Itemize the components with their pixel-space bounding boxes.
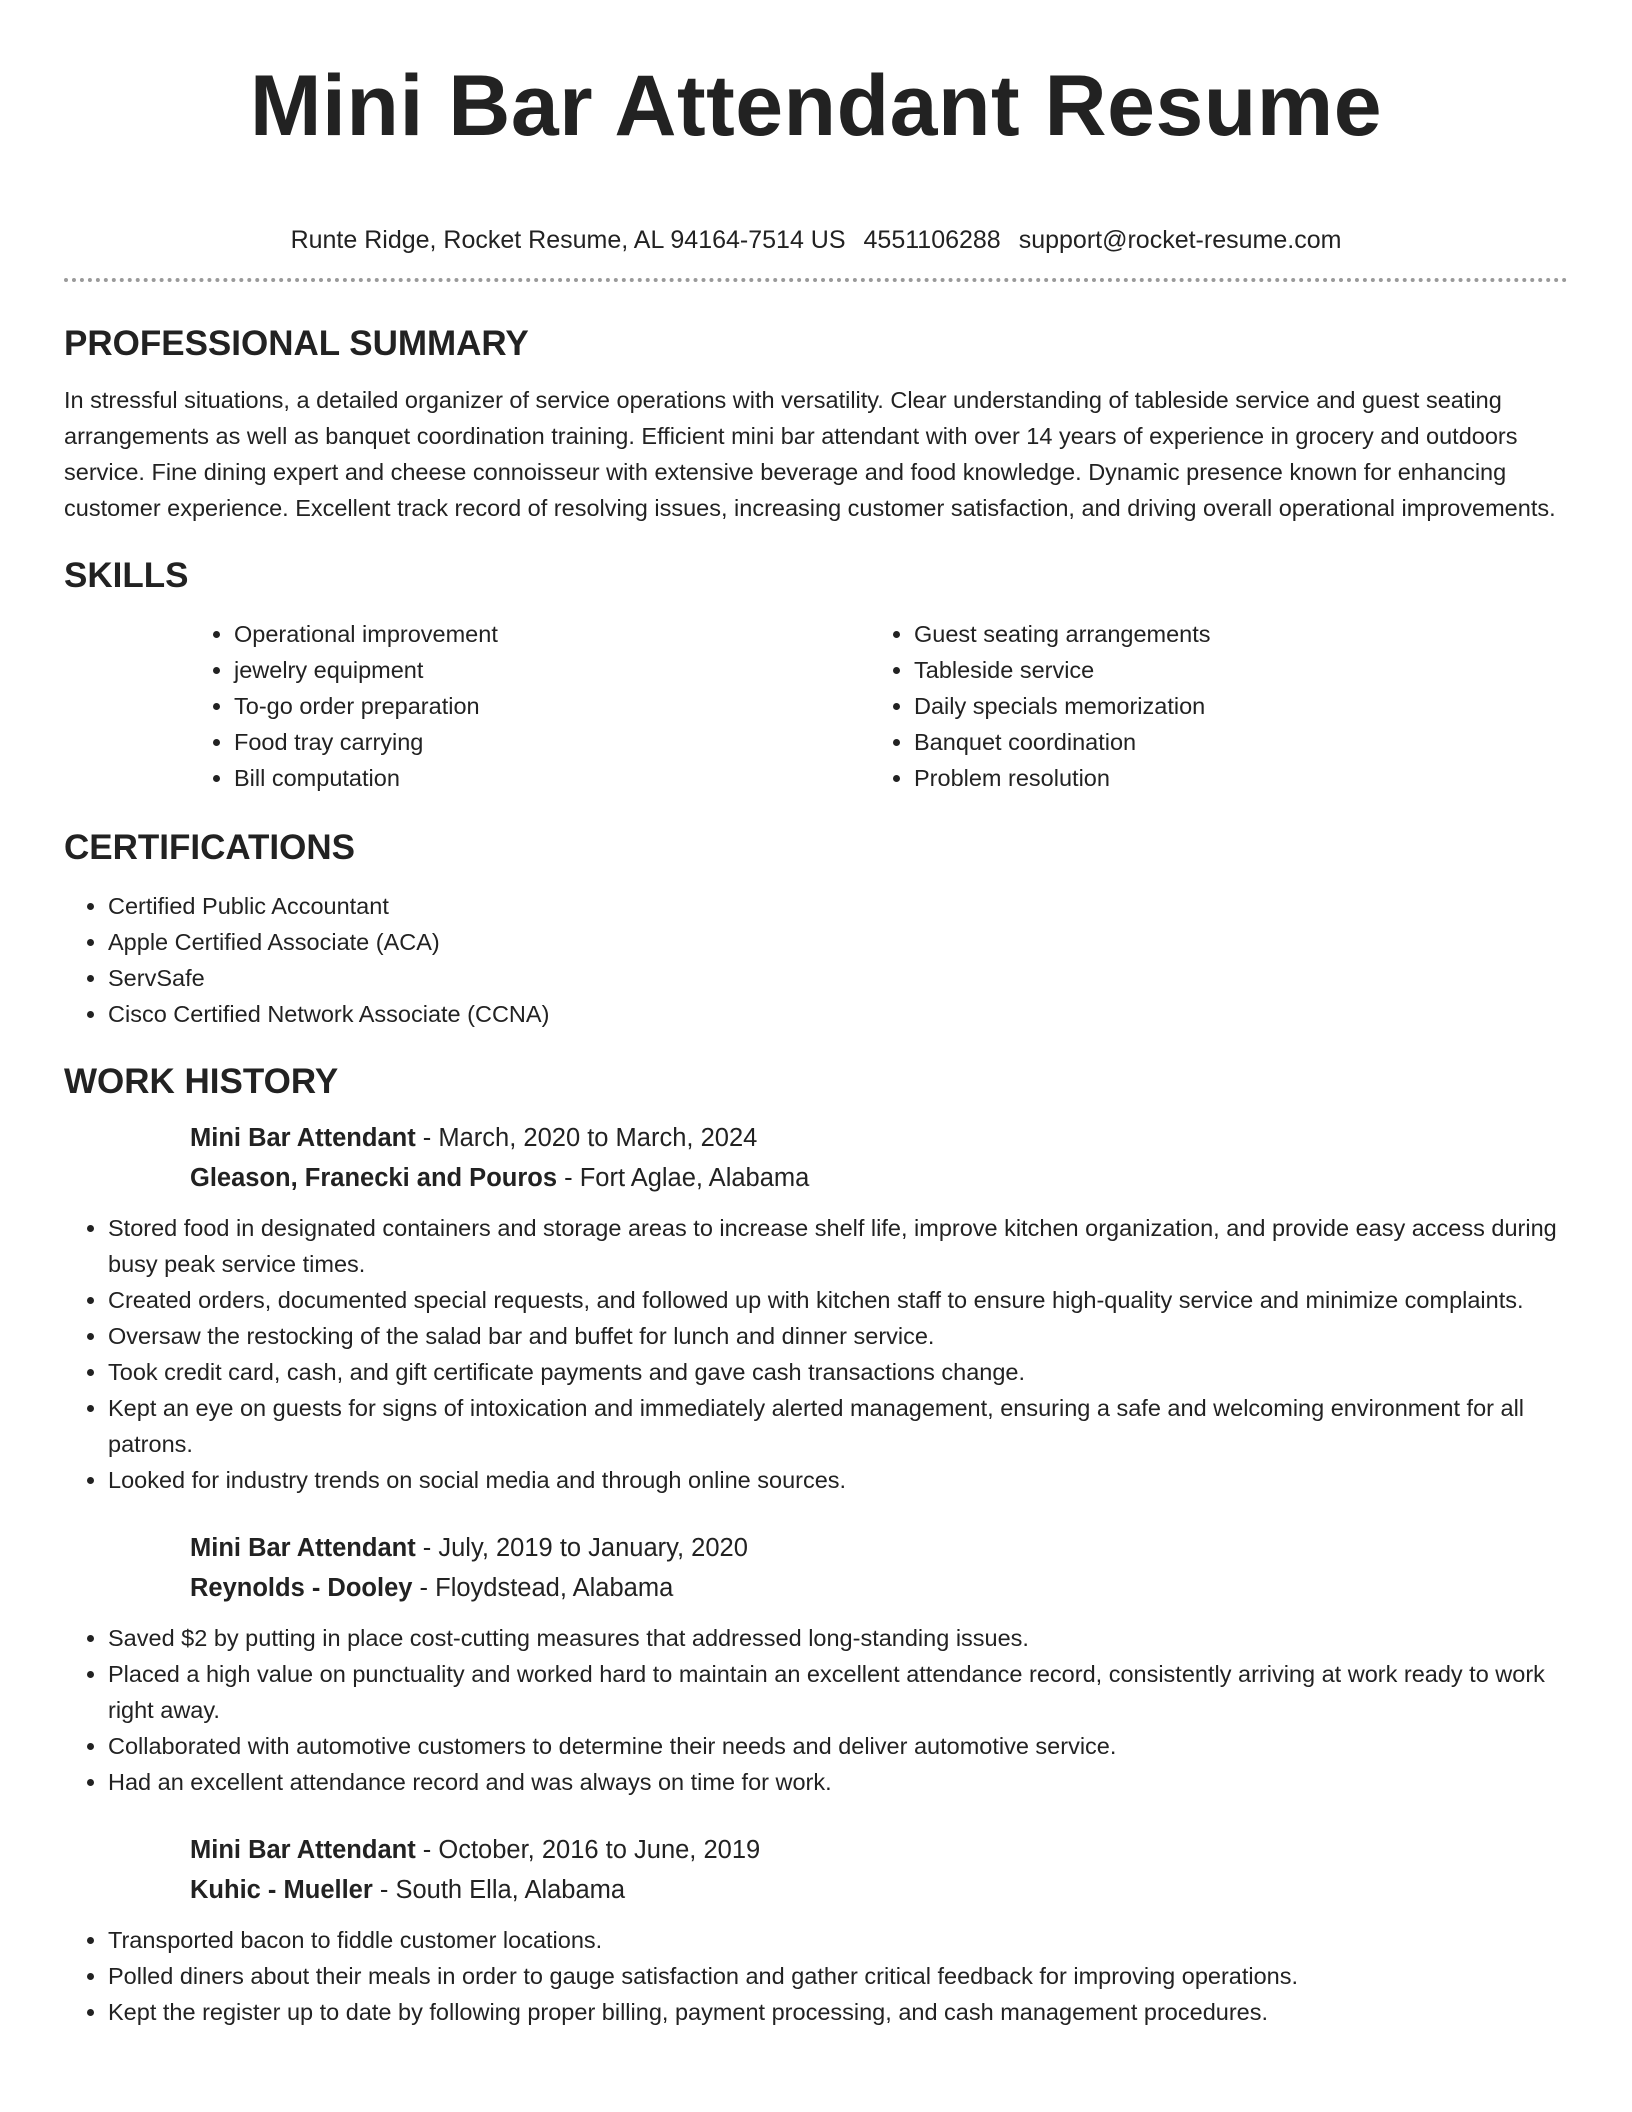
resume-title: Mini Bar Attendant Resume [249,58,1383,154]
skill-item: • Guest seating arrangements [914,616,1550,652]
certifications-list [64,888,1568,1032]
skill-item: • Daily specials memorization [914,688,1550,724]
job-title: Mini Bar Attendant [190,1836,416,1864]
job-bullet: • Collaborated with automotive customers to determine their needs and deliver automotive service. [108,1728,1568,1764]
summary-heading: PROFESSIONAL SUMMARY [64,324,529,363]
certifications-heading: CERTIFICATIONS [64,828,356,867]
job-bullet: • Kept the register up to date by following proper billing, payment processing, and cash management procedures. [108,1994,1568,2030]
skills-columns [190,616,1568,796]
job-title: Mini Bar Attendant [190,1534,416,1562]
contact-address: Runte Ridge, Rocket Resume, AL 94164-7514 US [290,226,846,254]
job-location: - Fort Aglae, Alabama [557,1164,810,1192]
job-company-line [190,1158,1568,1198]
job-bullet: • Saved $2 by putting in place cost-cutting measures that addressed long-standing issues. [108,1620,1568,1656]
skill-item: • Food tray carrying [234,724,870,760]
job-bullet: • Took credit card, cash, and gift certificate payments and gave cash transactions change. [108,1354,1568,1390]
skill-item: • Banquet coordination [914,724,1550,760]
job-bullet: • Kept an eye on guests for signs of intoxication and immediately alerted management, ensuring a safe and welcoming environment for all patrons. [108,1390,1568,1462]
job-company: Kuhic - Mueller [190,1876,373,1904]
work-history-heading: WORK HISTORY [64,1062,339,1101]
job-bullet: • Stored food in designated containers and storage areas to increase shelf life, improve kitchen organization, and provide easy access during busy peak service times. [108,1210,1568,1282]
skills-column-right [870,616,1550,796]
certification-item: • Cisco Certified Network Associate (CCNA) [108,996,1568,1032]
skill-item: • jewelry equipment [234,652,870,688]
skill-item: • Problem resolution [914,760,1550,796]
job-bullet: • Placed a high value on punctuality and worked hard to maintain an excellent attendance record, consistently arriving at work ready to work right away. [108,1656,1568,1728]
job-bullet: • Created orders, documented special requests, and followed up with kitchen staff to ensure high-quality service and minimize complaints. [108,1282,1568,1318]
job-company: Gleason, Franecki and Pouros [190,1164,558,1192]
job-bullet: • Oversaw the restocking of the salad bar and buffet for lunch and dinner service. [108,1318,1568,1354]
job-dates: - March, 2020 to March, 2024 [415,1124,758,1152]
certification-item: • ServSafe [108,960,1568,996]
job-bullets [64,1620,1568,1800]
skills-heading: SKILLS [64,556,189,595]
skill-item: • To-go order preparation [234,688,870,724]
job-bullet: • Looked for industry trends on social media and through online sources. [108,1462,1568,1498]
job-title: Mini Bar Attendant [190,1124,416,1152]
job-title-line [190,1118,1568,1158]
contact-line [64,224,1568,256]
header-divider [64,278,1568,282]
job-dates: - July, 2019 to January, 2020 [415,1534,748,1562]
job-entry [190,1830,1568,1910]
contact-phone: 4551106288 [863,226,1001,254]
job-title-line [190,1528,1568,1568]
job-bullets [64,1210,1568,1498]
job-company: Reynolds - Dooley [190,1574,413,1602]
job-entry [190,1528,1568,1608]
skill-item: • Operational improvement [234,616,870,652]
certification-item: • Certified Public Accountant [108,888,1568,924]
job-location: - Floydstead, Alabama [412,1574,674,1602]
contact-email: support@rocket-resume.com [1018,226,1342,254]
job-company-line [190,1568,1568,1608]
skill-item: • Tableside service [914,652,1550,688]
summary-text: In stressful situations, a detailed organizer of service operations with versatility. Clear understanding of tableside service and guest seating arrangements as well as banquet coordination training. Efficient mini bar attendant with over 14 years of experience in grocery and outdoors service. Fine dining expert and cheese connoisseur with extensive beverage and food knowledge. Dynamic presence known for enhancing customer experience. Excellent track record of resolving issues, increasing customer satisfaction, and driving overall operational improvements. [64,387,1556,521]
job-company-line [190,1870,1568,1910]
job-bullet: • Polled diners about their meals in order to gauge satisfaction and gather critical feedback for improving operations. [108,1958,1568,1994]
job-entry [190,1118,1568,1198]
skill-item: • Bill computation [234,760,870,796]
job-bullet: • Had an excellent attendance record and was always on time for work. [108,1764,1568,1800]
skills-column-left [190,616,870,796]
certification-item: • Apple Certified Associate (ACA) [108,924,1568,960]
job-dates: - October, 2016 to June, 2019 [415,1836,761,1864]
job-title-line [190,1830,1568,1870]
job-bullet: • Transported bacon to fiddle customer locations. [108,1922,1568,1958]
job-bullets [64,1922,1568,2030]
job-location: - South Ella, Alabama [372,1876,626,1904]
